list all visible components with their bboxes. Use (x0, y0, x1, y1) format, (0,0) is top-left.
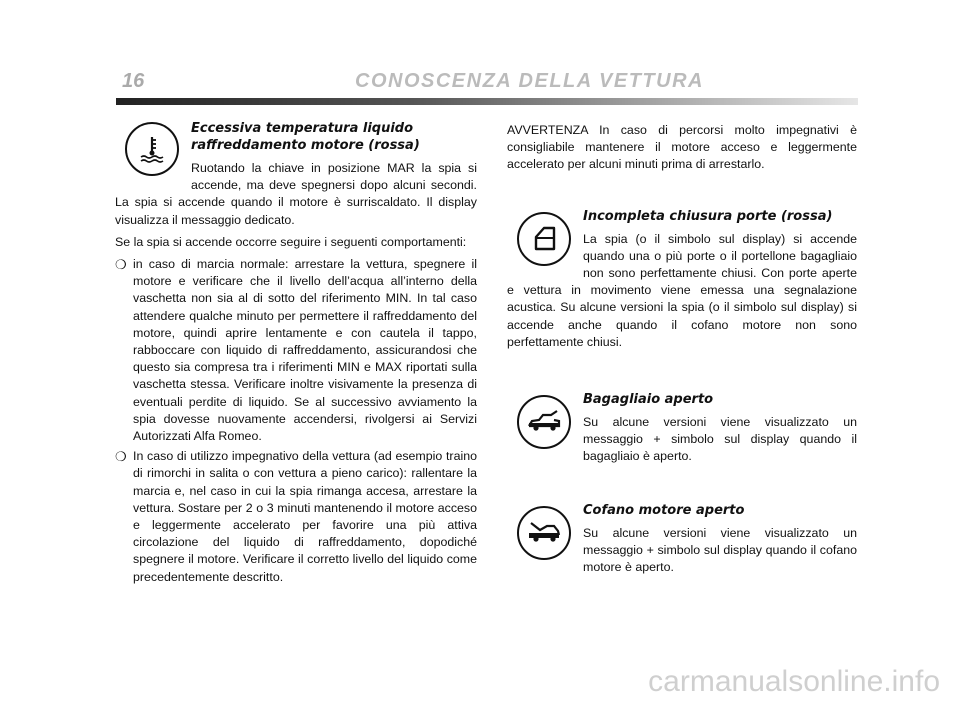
hood-open-icon (517, 506, 571, 560)
bullet-text: in caso di marcia normale: arrestare la vettura, spegnere il motore e verificare che il livello dell’acqua all’interno della vaschetta non sia al di sotto del riferimento MIN. In tal caso attendere qualche minuto per permettere il raffreddamento del motore, quindi aprire lentamente e con cautela il tappo, rabboccare con liquido di raffreddamento, assicurandosi che questo sia compresa tra i riferimenti MIN e MAX riportati sulla vaschetta stessa. Verificare inoltre visivamente la presenza di eventuali perdite di liquido. Se al successivo avviamento la spia dovesse nuovamente accendersi, rivolgersi ai Servizi Autorizzati Alfa Romeo. (133, 257, 477, 444)
trunk-text: Su alcune versioni viene visualizzato un messaggio + simbolo sul display quando il bagagliaio è aperto. (583, 415, 857, 464)
coolant-bullets (115, 256, 477, 586)
right-column (507, 122, 857, 581)
bullet-text: In caso di utilizzo impegnativo della vettura (ad esempio traino di rimorchi in salita o con vettura a pieno carico): rallentare la marcia e, nel caso in cui la spia rimanga accesa, arrestare la vettura. Sostare per 2 o 3 minuti mantenendo il motore acceso e leggermente accelerato per favorire una più attiva circolazione del liquido di raffreddamento, dopodiché spegnere il motore. Verificare il corretto livello del liquido come precedentemente descritto. (133, 449, 477, 584)
coolant-temperature-icon (125, 122, 179, 176)
trunk-section (507, 391, 857, 466)
hood-heading: Cofano motore aperto (583, 502, 745, 518)
section-title: CONOSCENZA DELLA VETTURA (355, 70, 704, 92)
coolant-heading-line2: raffreddamento motore (rossa) (191, 138, 420, 153)
coolant-intro: Ruotando la chiave in posizione MAR la spia si accende, ma deve spegnersi dopo alcuni secondi. La spia si accende quando il motore è surriscaldato. Il display visualizza il messaggio dedicato. (115, 161, 477, 227)
warning-note: AVVERTENZA In caso di percorsi molto impegnativi è consigliabile mantenere il motore acceso e leggermente accelerato per alcuni minuti prima di arrestarlo. (507, 123, 857, 172)
coolant-lead: Se la spia si accende occorre seguire i seguenti comportamenti: (115, 234, 467, 249)
doors-text: La spia (o il simbolo sul display) si accende quando una o più porte o il portellone bagagliaio non sono perfettamente chiusi. Con porte aperte e vettura in movimento viene emessa una segnalazione acustica. Su alcune versioni la spia (o il simbolo sul display) si accende anche quando il cofano motore non sono perfettamente chiusi. (507, 231, 857, 349)
door-open-icon (517, 212, 571, 266)
list-item (115, 448, 477, 586)
bullet-icon: ❍ (115, 449, 127, 465)
list-item (115, 256, 477, 445)
header-divider (116, 98, 858, 105)
coolant-heading-line1: Eccessiva temperatura liquido (191, 121, 414, 136)
trunk-open-icon (517, 395, 571, 449)
trunk-heading: Bagagliaio aperto (583, 392, 714, 408)
watermark: carmanualsonline.info (648, 665, 940, 698)
hood-text: Su alcune versioni viene visualizzato un messaggio + simbolo sul display quando il cofano motore è aperto. (583, 525, 857, 575)
bullet-icon: ❍ (115, 257, 127, 273)
doors-section (507, 208, 857, 351)
doors-heading: Incompleta chiusura porte (rossa) (583, 208, 833, 224)
left-column (115, 118, 477, 589)
hood-section (507, 502, 857, 577)
page-number: 16 (122, 70, 145, 92)
